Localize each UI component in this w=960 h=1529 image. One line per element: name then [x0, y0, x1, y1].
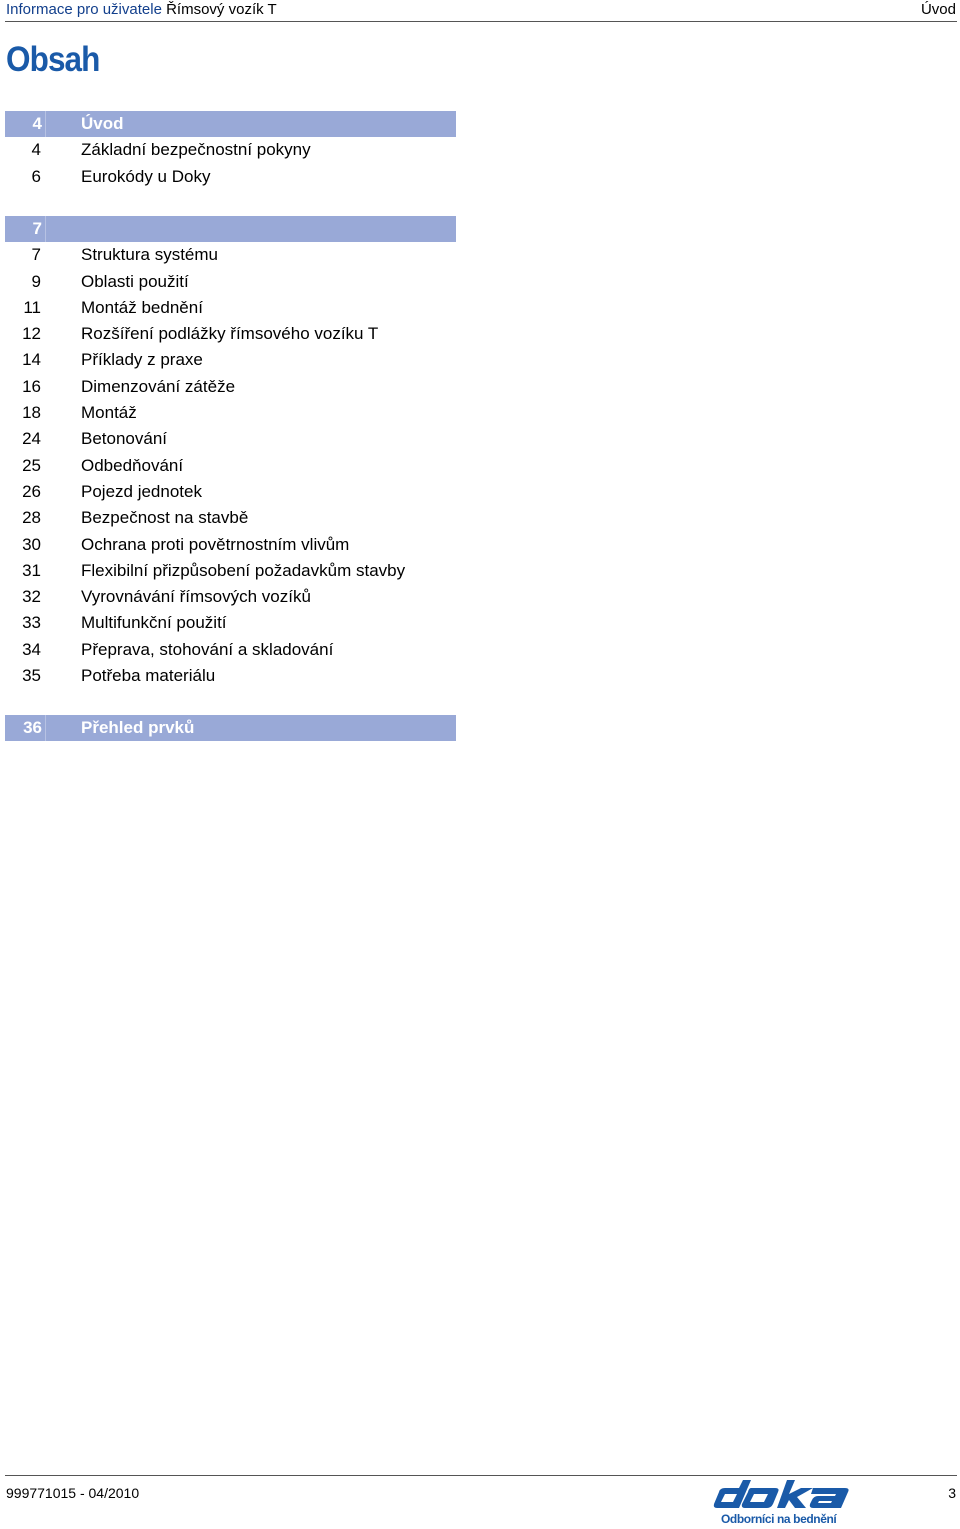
- toc-entry-row[interactable]: [5, 558, 456, 584]
- toc-entry-row[interactable]: [5, 242, 456, 268]
- page-title: Obsah: [6, 40, 100, 79]
- toc-entry-label: Odbedňování: [81, 456, 184, 475]
- toc-page-number: 35: [22, 666, 41, 685]
- toc-page-number: 9: [31, 272, 41, 291]
- toc-page-number: 16: [22, 377, 41, 396]
- toc-section-row[interactable]: [5, 715, 456, 741]
- toc-entry-row[interactable]: [5, 426, 456, 452]
- toc-page-number: 36: [23, 718, 42, 737]
- toc-page-number: 6: [31, 167, 41, 186]
- toc-entry-row[interactable]: [5, 532, 456, 558]
- toc-entry-label: Multifunkční použití: [81, 613, 227, 632]
- toc-page-number: 28: [22, 508, 41, 527]
- toc-page-number: 24: [22, 429, 41, 448]
- toc-page-number: 30: [22, 535, 41, 554]
- toc-entry-label: Příklady z praxe: [81, 350, 203, 369]
- toc-page-number: 11: [23, 298, 41, 317]
- page-header: [0, 0, 960, 22]
- toc-entry-label: Montáž: [81, 403, 137, 422]
- toc-entry-label: Potřeba materiálu: [81, 666, 216, 685]
- toc-section-row[interactable]: [5, 111, 456, 137]
- toc-page-number: 34: [22, 640, 41, 659]
- toc-entry-label: Bezpečnost na stavbě: [81, 508, 249, 527]
- toc-entry-row[interactable]: [5, 663, 456, 689]
- toc-entry-row[interactable]: [5, 584, 456, 610]
- header-document-title: [6, 1, 277, 18]
- page-number: 3: [948, 1485, 956, 1501]
- toc-entry-label: Struktura systému: [81, 245, 218, 264]
- toc-page-number: 25: [22, 456, 41, 475]
- logo-tagline: Odborníci na bednění: [721, 1512, 837, 1526]
- toc-page-number: 4: [32, 114, 42, 133]
- toc-entry-row[interactable]: [5, 505, 456, 531]
- toc-page-number: 12: [22, 324, 41, 343]
- toc-entry-row[interactable]: [5, 610, 456, 636]
- toc-page-number: 14: [22, 350, 41, 369]
- doka-logo: [713, 1480, 853, 1528]
- toc-entry-label: Betonování: [81, 429, 168, 448]
- header-prefix: Informace pro uživatele: [6, 1, 162, 18]
- toc-page-number: 33: [22, 613, 41, 632]
- toc-entry-label: Přeprava, stohování a skladování: [81, 640, 334, 659]
- toc-entry-label: Oblasti použití: [81, 272, 189, 291]
- footer-document-code: 999771015 - 04/2010: [6, 1485, 140, 1501]
- toc-entry-label: Montáž bednění: [81, 298, 203, 317]
- toc-entry-row[interactable]: [5, 295, 456, 321]
- header-product-name: Římsový vozík T: [166, 1, 277, 18]
- toc-page-number: 4: [31, 140, 41, 159]
- toc-entry-row[interactable]: [5, 637, 456, 663]
- toc-entry-row[interactable]: [5, 479, 456, 505]
- toc-entry-row[interactable]: [5, 400, 456, 426]
- toc-page-number: 26: [22, 482, 41, 501]
- toc-entry-row[interactable]: [5, 137, 456, 163]
- toc-entry-row[interactable]: [5, 374, 456, 400]
- toc-section-row[interactable]: [5, 216, 456, 242]
- toc-entry-label: Eurokódy u Doky: [81, 167, 211, 186]
- toc-page-number: 7: [32, 219, 42, 238]
- footer-divider: [5, 1475, 957, 1476]
- header-divider: [5, 21, 957, 22]
- toc-page-number: 31: [22, 561, 41, 580]
- toc-entry-label: Dimenzování zátěže: [81, 377, 236, 396]
- toc-entry-label: Úvod: [81, 114, 124, 133]
- toc-entry-label: Základní bezpečnostní pokyny: [81, 140, 311, 159]
- toc-entry-label: Rozšíření podlážky římsového vozíku T: [81, 324, 379, 343]
- toc-entry-row[interactable]: [5, 321, 456, 347]
- doka-wordmark-icon: [713, 1480, 853, 1512]
- toc-entry-row[interactable]: [5, 453, 456, 479]
- toc-entry-row[interactable]: [5, 164, 456, 190]
- toc-entry-label: Vyrovnávání římsových vozíků: [81, 587, 311, 606]
- toc-entry-label: Flexibilní přizpůsobení požadavkům stavby: [81, 561, 406, 580]
- toc-entry-label: Pojezd jednotek: [81, 482, 202, 501]
- toc-entry-label: Ochrana proti povětrnostním vlivům: [81, 535, 350, 554]
- toc-page-number: 32: [22, 587, 41, 606]
- header-section-name: Úvod: [920, 1, 956, 18]
- toc-page-number: 18: [22, 403, 41, 422]
- toc-entry-label: Přehled prvků: [81, 718, 195, 737]
- toc-page-number: 7: [31, 245, 41, 264]
- toc-entry-row[interactable]: [5, 269, 456, 295]
- toc-entry-row[interactable]: [5, 347, 456, 373]
